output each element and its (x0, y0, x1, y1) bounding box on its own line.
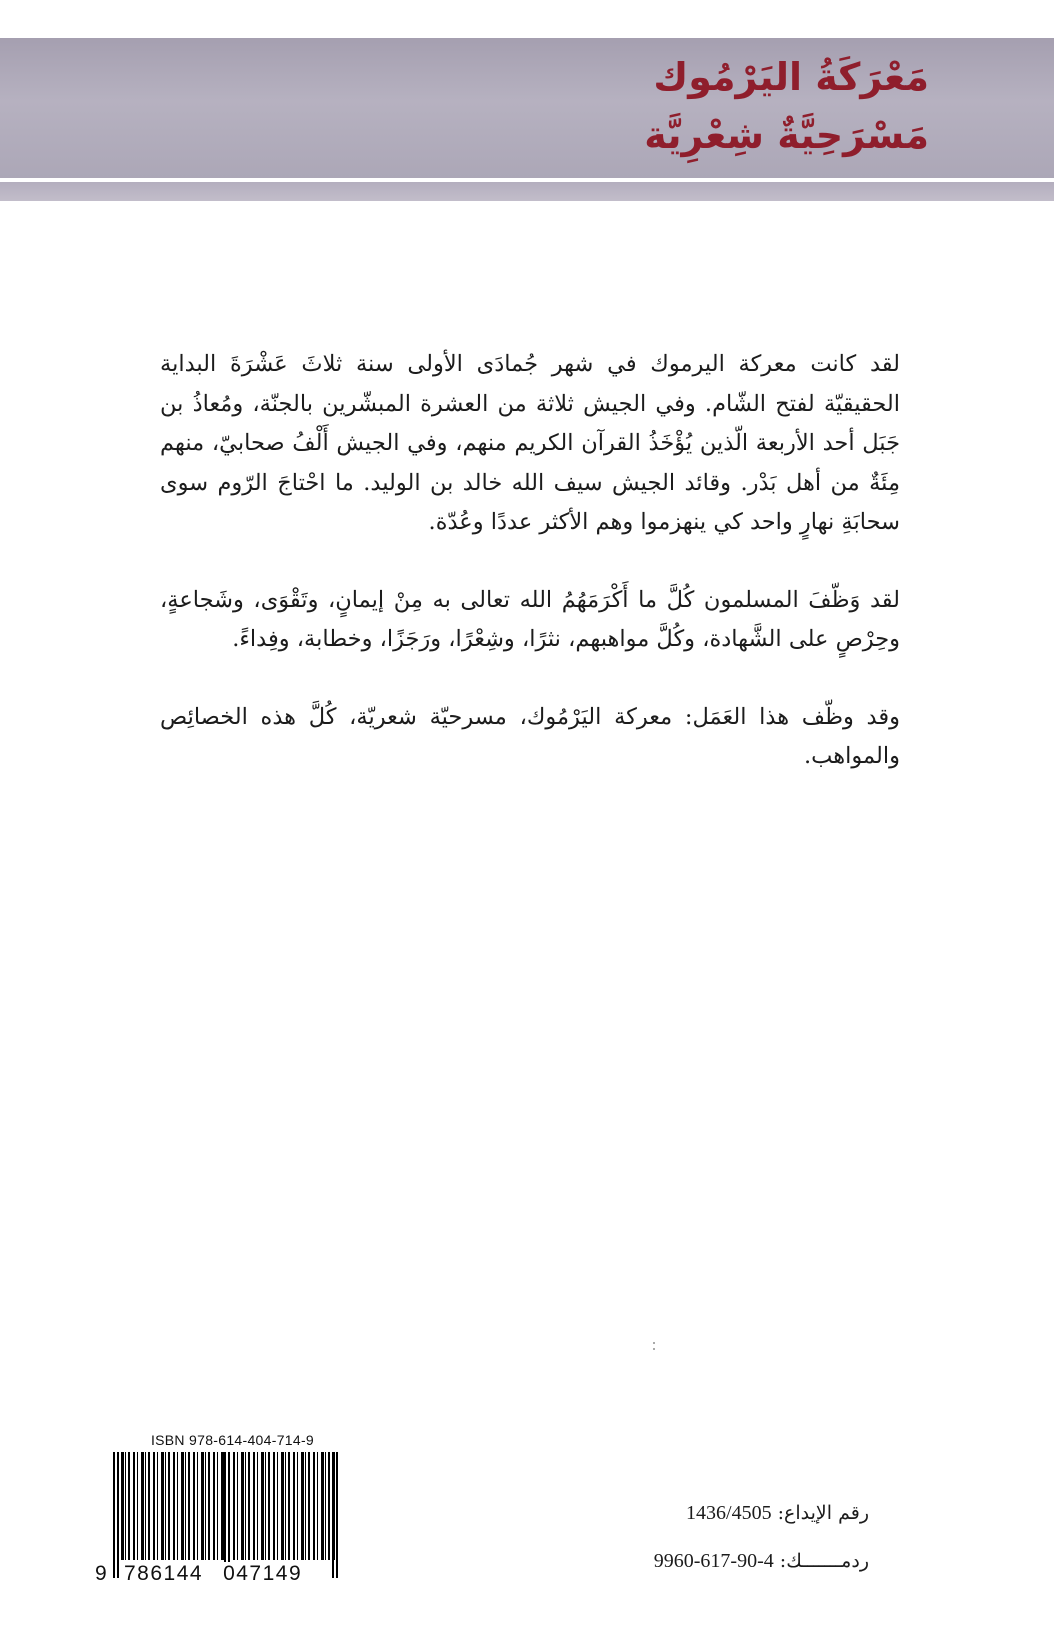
isbn-label: ISBN 978-614-404-714-9 (150, 1432, 315, 1448)
barcode-guard-left (113, 1452, 115, 1578)
barcode-block (95, 1432, 340, 1602)
deposit-number (686, 1502, 869, 1525)
isbn-arabic-label: ردمـــــــك: (779, 1550, 869, 1572)
barcode-guard-right (332, 1452, 334, 1578)
header-divider-stripe (0, 182, 1054, 201)
barcode-guard-right-2 (336, 1452, 338, 1578)
barcode-image (95, 1452, 340, 1592)
barcode-guard-center (224, 1452, 226, 1578)
barcode-guard-center-2 (228, 1452, 230, 1578)
deposit-value: 1436/4505 (686, 1502, 772, 1524)
barcode-guard-left-2 (117, 1452, 119, 1578)
blurb-paragraph-3: وقد وظّف هذا العَمَل: معركة اليَرْمُوك، مسرحيّة شعريّة، كُلَّ هذه الخصائِص والمواهب. (160, 703, 900, 769)
book-subtitle: مَسْرَحِيَّةٌ شِعْرِيَّة (644, 113, 929, 157)
print-speck (653, 1342, 657, 1356)
barcode-digit-group-2: 047149 (220, 1562, 305, 1586)
isbn-arabic-value: 9960-617-90-4 (653, 1550, 774, 1572)
barcode-digit-group-1: 786144 (121, 1562, 206, 1586)
book-title: مَعْرَكَةُ اليَرْمُوك (653, 55, 929, 99)
deposit-label: رقم الإيداع: (777, 1502, 869, 1524)
blurb-text (160, 345, 900, 815)
blurb-paragraph-1: لقد كانت معركة اليرموك في شهر جُمادَى الأولى سنة ثلاثَ عَشْرَةَ البداية الحقيقيّة لفتح الشّام. وفي الجيش ثلاثة من العشرة المبشّرين بالجنّة، ومُعاذُ بن جَبَل أحد الأربعة الّذين يُؤْخَذُ القرآن الكريم منهم، وفي الجيش أَلْفُ صحابيّ، منهم مِئَةٌ من أهل بَدْر. وقائد الجيش سيف الله خالد بن الوليد. ما احْتاجَ الرّوم سوى سحابَةِ نهارٍ واحد كي ينهزموا وهم الأكثر عددًا وعُدّة. (160, 351, 900, 535)
blurb-paragraph-2: لقد وَظّفَ المسلمون كُلَّ ما أَكْرَمَهُمُ الله تعالى به مِنْ إيمانٍ، وتَقْوَى، وشَجاعةٍ، وحِرْصٍ على الشَّهادة، وكُلَّ مواهبهم، نثرًا، وشِعْرًا، ورَجَزًا، وخطابة، وفِداءً. (160, 586, 900, 652)
barcode-digits (95, 1562, 340, 1586)
title-block (644, 48, 929, 164)
barcode-digit-first: 9 (95, 1562, 107, 1585)
isbn-arabic (654, 1550, 869, 1573)
